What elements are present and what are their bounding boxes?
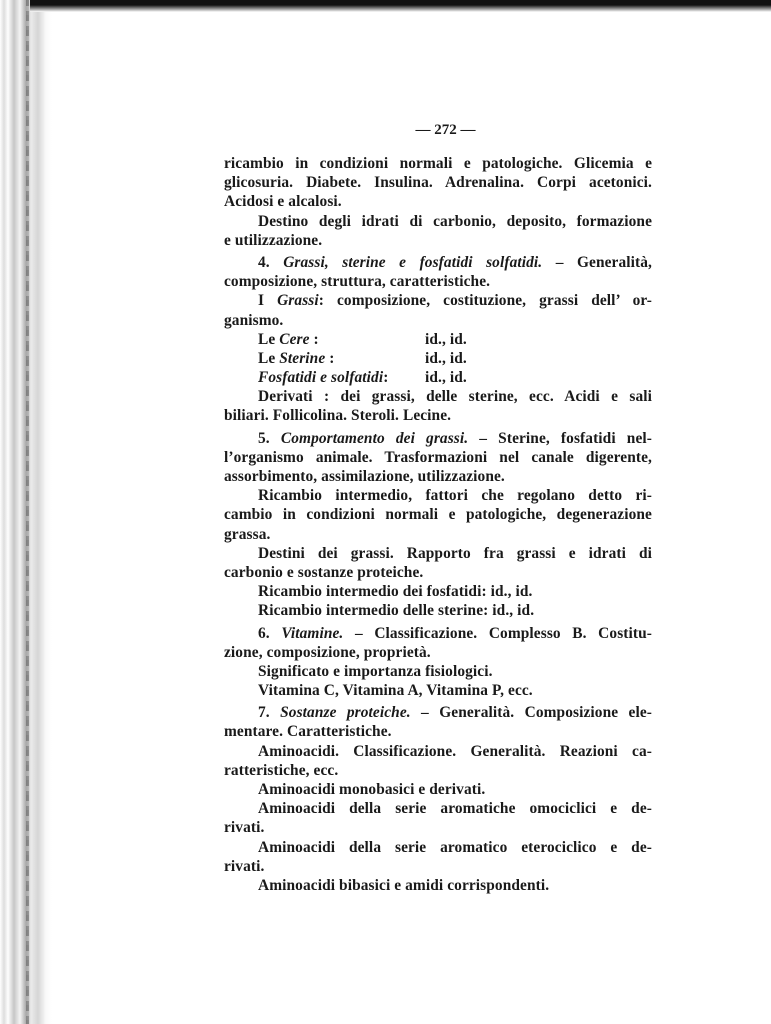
text-segment: I [258,292,278,310]
text-segment: – Generalità, [542,253,652,271]
text-line [224,272,652,291]
text-line [224,780,652,799]
text-line [224,818,652,837]
text-segment: rivati. [224,819,265,837]
text-segment: carbonio e sostanze proteiche. [224,563,424,581]
text-segment: l’organismo animale. Trasformazioni nel canale digerente, [224,448,652,466]
text-line [224,173,652,192]
text-segment: ratteristiche, ecc. [224,761,339,779]
text-segment: : composizione, costituzione, grassi dell’ or- [318,292,652,310]
text-line [224,330,652,349]
text-line [224,406,652,425]
text-segment: Destini dei grassi. Rapporto fra grassi e idrati di [258,544,652,562]
text-segment: assorbimento, assimilazione, utilizzazione. [224,468,505,485]
text-segment: grassa. [224,525,271,543]
text-segment: id., id. [425,330,467,348]
text-line [224,761,652,780]
text-segment: e utilizzazione. [224,231,323,249]
text-segment: Derivati : dei grassi, delle sterine, ecc. Acidi e sali [258,388,652,406]
text-segment: : [309,330,319,348]
text-segment: Aminoacidi. Classificazione. Generalità. Reazioni ca- [258,742,652,760]
entry-label [258,368,425,387]
text-segment: ricambio in condizioni normali e patologiche. Glicemia e [224,155,652,172]
text-segment: id., id. [425,369,467,387]
text-segment: 4. [258,253,284,271]
text-segment: Aminoacidi della serie aromatico eterociclico e de- [258,838,652,856]
page-body-text [224,154,652,895]
text-segment: glicosuria. Diabete. Insulina. Adrenalina. Corpi acetonici. [224,174,652,192]
text-segment: zione, composizione, proprietà. [224,643,431,661]
text-line [224,467,652,486]
text-segment: ganismo. [224,311,284,329]
text-segment: Le [258,330,280,348]
text-segment: rivati. [224,857,265,875]
text-segment: : [383,369,389,387]
text-segment: Ricambio intermedio dei fosfatidi: id., id. [258,583,533,601]
text-line [224,192,652,211]
text-line [224,857,652,876]
text-line [224,601,652,620]
text-line [224,387,652,406]
text-segment: Ricambio intermedio, fattori che regolano detto ri- [258,487,652,505]
text-line [224,486,652,505]
italic-term: Grassi [277,292,319,310]
text-segment: 7. [258,704,281,722]
text-segment: Destino degli idrati di carbonio, deposito, formazione [258,212,652,230]
italic-term: Cere [279,330,310,348]
text-line [224,722,652,741]
text-line [224,231,652,250]
page-number: — 272 — [415,122,476,138]
text-line [224,349,652,368]
text-line [224,643,652,662]
text-line [224,505,652,524]
text-segment: – Sterine, fosfatidi nel- [468,429,652,447]
text-line [224,703,652,722]
text-segment: id., id. [425,349,467,367]
text-segment: – Generalità. Composizione ele- [410,704,652,722]
text-line [224,662,652,681]
italic-term: Grassi, sterine e fosfatidi solfatidi. [283,253,543,271]
text-line [224,624,652,643]
text-line [224,525,652,544]
entry-label [258,330,425,349]
text-segment: biliari. Follicolina. Steroli. Lecine. [224,407,452,425]
text-segment: composizione, struttura, caratteristiche. [224,273,491,291]
text-line [224,368,652,387]
text-line [224,681,652,700]
text-line [224,582,652,601]
text-line [224,429,652,448]
text-line [224,838,652,857]
italic-term: Sostanze proteiche. [280,704,411,722]
text-segment: : [325,349,335,367]
text-line [224,253,652,272]
scan-top-edge [30,0,771,12]
text-line [224,544,652,563]
text-segment: cambio in condizioni normali e patologiche, degenerazione [224,506,652,524]
text-segment: Ricambio intermedio delle sterine: id., id. [258,602,535,620]
italic-term: Sterine [279,349,326,367]
text-segment: Acidosi e alcalosi. [224,193,342,211]
text-segment: Significato e importanza fisiologici. [258,662,493,680]
text-segment: Le [258,349,280,367]
italic-term: Fosfatidi e solfatidi [258,369,384,387]
text-segment: Aminoacidi della serie aromatiche omociclici e de- [258,800,652,818]
text-line [224,212,652,231]
text-segment: 6. [258,624,282,642]
text-line [224,154,652,173]
entry-label [258,349,425,368]
text-line [224,876,652,895]
text-line [224,563,652,582]
text-segment: – Classificazione. Complesso B. Costitu- [343,624,652,642]
text-segment: Aminoacidi monobasici e derivati. [258,781,486,798]
text-segment: mentare. Caratteristiche. [224,723,392,741]
text-line [224,448,652,467]
text-segment: 5. [258,429,281,447]
book-binding-edge [0,0,52,1024]
text-line [224,742,652,761]
text-line [224,799,652,818]
italic-term: Vitamine. [281,624,344,642]
italic-term: Comportamento dei grassi. [280,429,469,447]
text-segment: Vitamina C, Vitamina A, Vitamina P, ecc. [258,682,533,700]
text-line [224,291,652,310]
text-line [224,311,652,330]
text-segment: Aminoacidi bibasici e amidi corrispondenti. [258,876,550,894]
